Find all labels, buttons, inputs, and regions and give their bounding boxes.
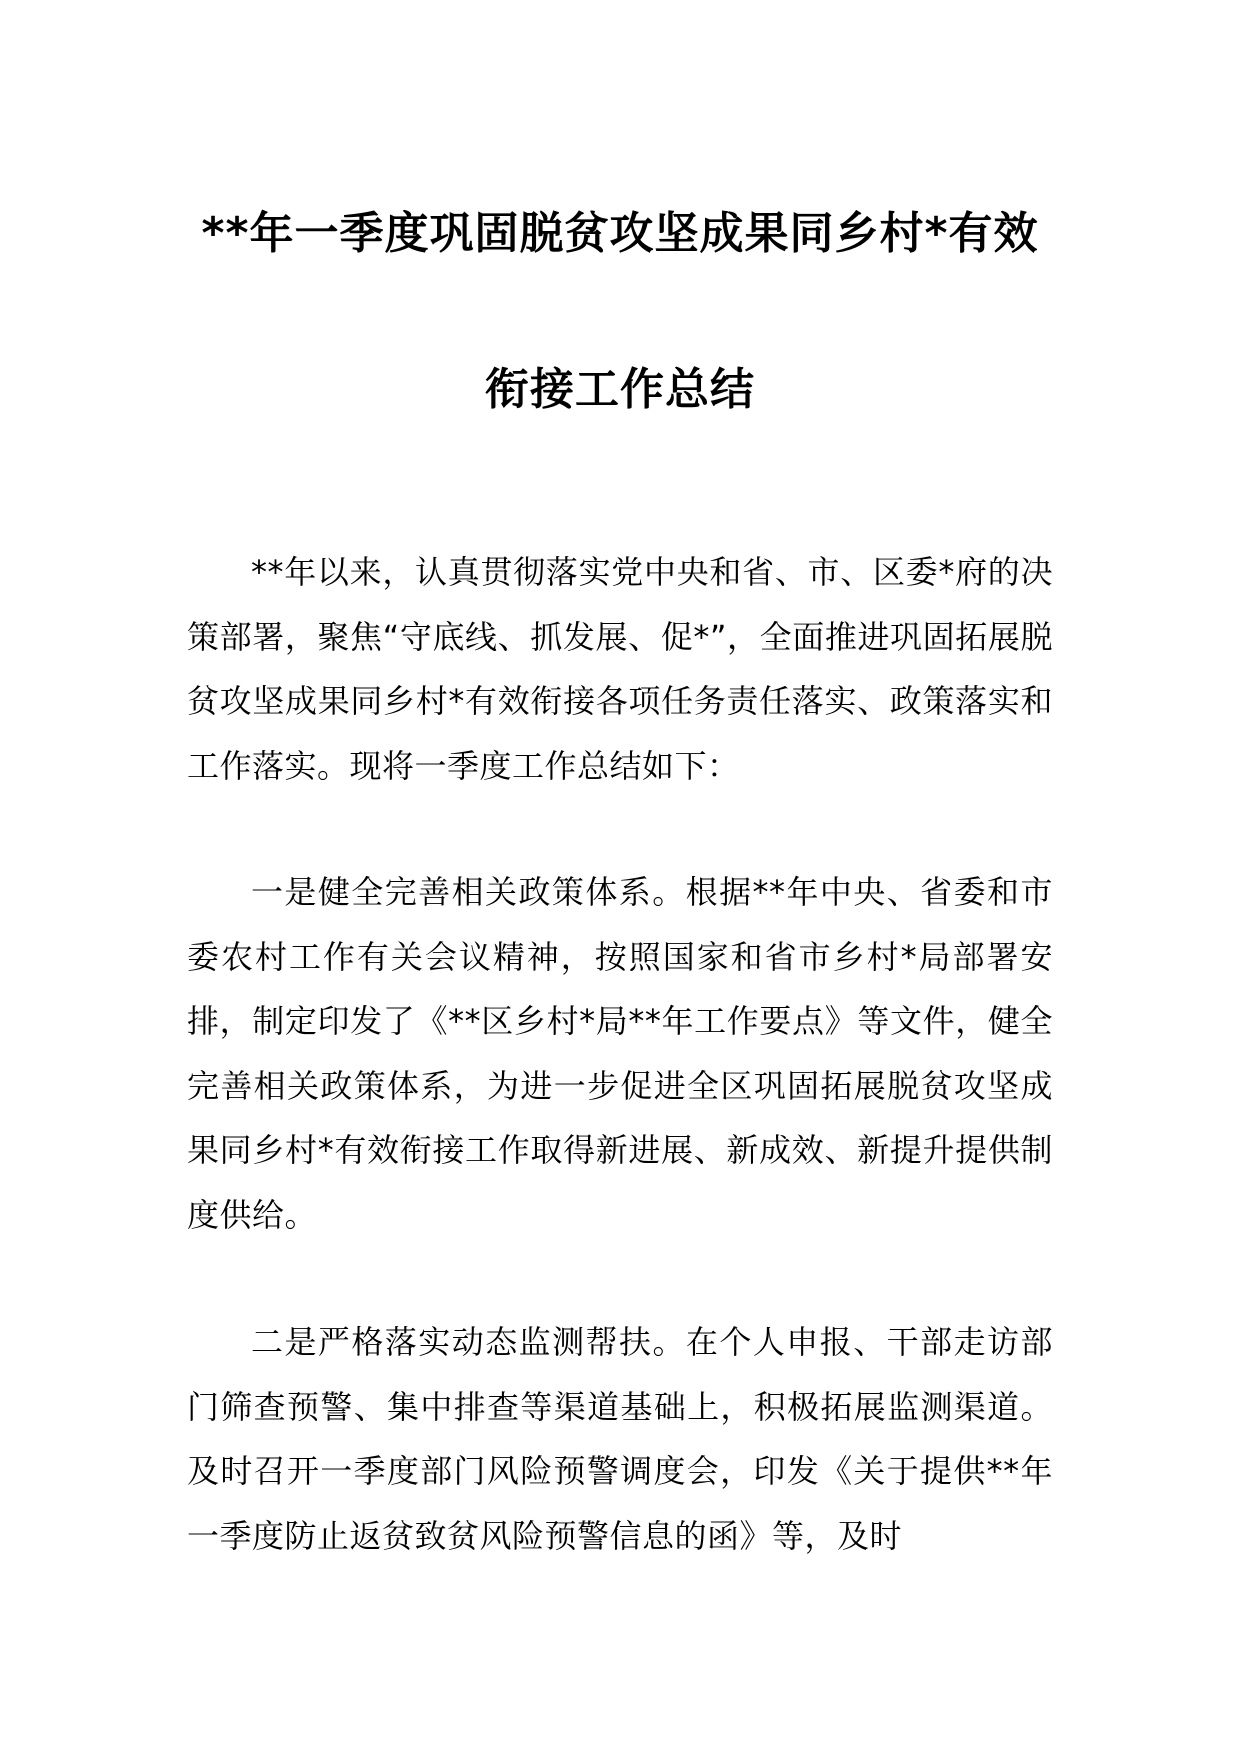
document-title-line-2: 衔接工作总结 [485,364,755,415]
paragraph-dynamic-monitoring: 二是严格落实动态监测帮扶。在个人申报、干部走访部门筛查预警、集中排查等渠道基础上，积极拓展监测渠道。及时召开一季度部门风险预警调度会，印发《关于提供**年一季度防止返贫致贫风险预警信息的函》等，及时 [187,1323,1053,1555]
document-title-line-1: **年一季度巩固脱贫攻坚成果同乡村*有效 [201,208,1039,259]
paragraph-intro: **年以来，认真贯彻落实党中央和省、市、区委*府的决策部署，聚焦“守底线、抓发展、促*”，全面推进巩固拓展脱贫攻坚成果同乡村*有效衔接各项任务责任落实、政策落实和工作落实。现将一季度工作总结如下： [187,553,1053,785]
paragraph-policy-system: 一是健全完善相关政策体系。根据**年中央、省委和市委农村工作有关会议精神，按照国家和省市乡村*局部署安排，制定印发了《**区乡村*局**年工作要点》等文件，健全完善相关政策体系，为进一步促进全区巩固拓展脱贫攻坚成果同乡村*有效衔接工作取得新进展、新成效、新提升提供制度供给。 [187,873,1053,1234]
